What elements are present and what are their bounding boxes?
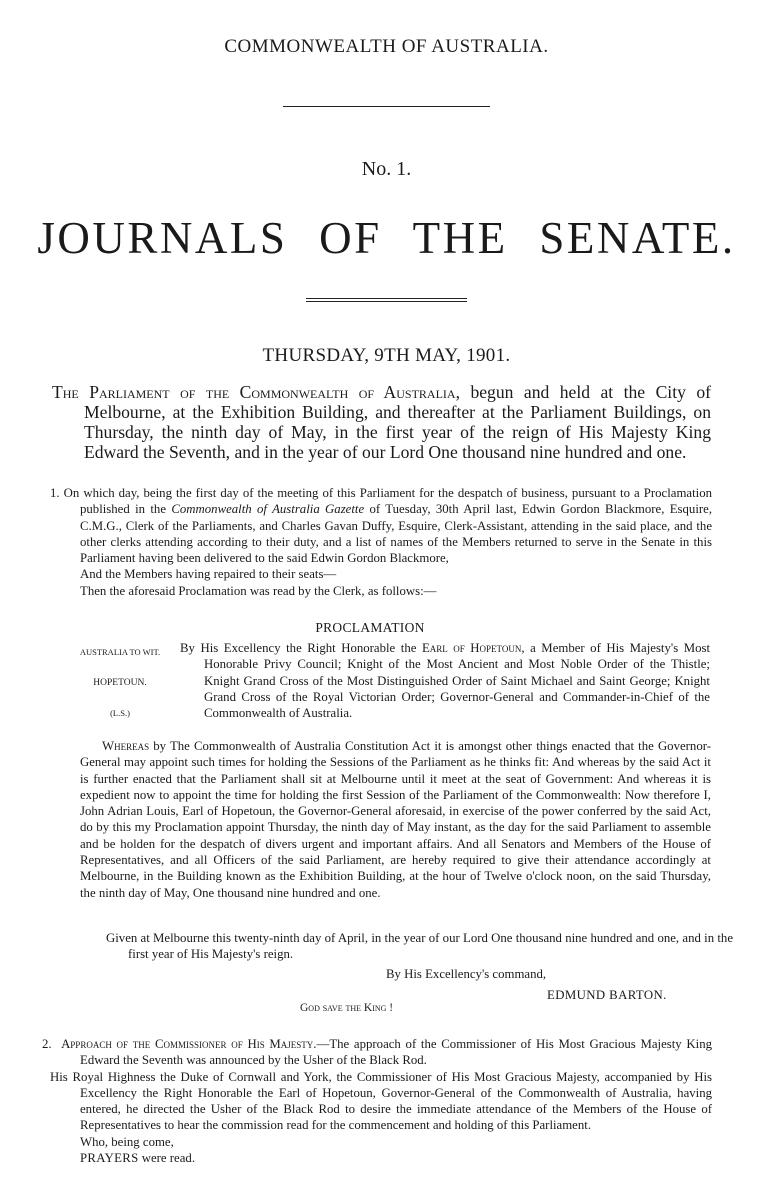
item-2-text-a: —The approach of the Commissioner of His Most Gracious Majesty King Edward the Seventh was announced by the Usher of the Black Rod. <box>80 1037 713 1068</box>
title-double-rule <box>306 298 467 302</box>
whereas-text: by The Commonwealth of Australia Constitution Act it is amongst other things enacted that the Governor-General may appoint such times for holding the Sessions of the Parliament as he thinks fit: And whereas by the said Act it is further enacted that the Parliament shall sit at Melbourne until it meet at the seat of Government: And whereas it is expedient now to appoint the time for holding the first Session of the Parliament of the Commonwealth: Now therefore I, John Adrian Louis, Earl of Hopetoun, the Governor-General aforesaid, in exercise of the power conferred by the said Act, do by this my Proclamation appoint Thursday, the ninth day of May instant, as the day for the said Parliament to assemble and be holden for the despatch of divers urgent and important affairs. And all Senators and Members of the House of Representatives, and all Officers of the said Parliament, are hereby required to give their attendance accordingly at Melbourne, in the Building known as the Exhibition Building, at the hour of Twelve o'clock noon, on the said Thursday, the ninth day of May, One thousand nine hundred and one. <box>80 739 711 900</box>
gazette-title: Commonwealth of Australia Gazette <box>171 502 365 517</box>
proclamation-heading: PROCLAMATION <box>315 620 425 635</box>
item-1-text-b: of Tuesday, 30th April last, Edwin Gordon Blackmore, Esquire, C.M.G., Clerk of the Parliaments, and Charles Gavan Duffy, Esquire, Clerk-Assistant, attending in the said place, and the other clerks attending according to their duty, and a list of names of the Members returned to serve in the Senate in this Parliament having been delivered to the said Edwin Gordon Blackmore, <box>80 502 713 566</box>
proclamation-preamble <box>180 640 710 721</box>
margin-australia: AUSTRALIA TO WIT. <box>79 647 161 657</box>
by-command: By His Excellency's command, <box>386 967 547 981</box>
journal-number: No. 1. <box>361 158 412 180</box>
item-2-heading: Approach of the Commissioner of His Majesty. <box>61 1037 317 1051</box>
preamble-lead: By His Excellency the Right Honorable the <box>180 641 417 655</box>
intro-paragraph <box>52 382 711 462</box>
whereas-lead: Whereas <box>102 739 150 753</box>
item-1-text-a: On which day, being the first day of the meeting of this Parliament for the despatch of business, pursuant to a Proclamation published in the <box>63 486 712 517</box>
intro-text: begun and held at the City of Melbourne, at the Exhibition Building, and thereafter at the Parliament Buildings, on Thursday, the ninth day of May, in the first year of the reign of His Majesty King Edward the Seventh, and in the year of our Lord One thousand nine hundred and one. <box>84 382 711 462</box>
preamble-text: a Member of His Majesty's Most Honorable Privy Council; Knight of the Most Ancient and Most Noble Order of the Thistle; Knight Grand Cross of the Most Distinguished Order of Saint Michael and Saint George; Knight Grand Cross of the Royal Victorian Order; Governor-General and Commander-in-Chief of the Commonwealth of Australia. <box>204 641 711 721</box>
item-1-line-seats: And the Members having repaired to their seats— <box>80 567 337 582</box>
item-2-text-b: His Royal Highness the Duke of Cornwall and York, the Commissioner of His Most Gracious Majesty, accompanied by His Excellency the Right Honorable the Earl of Hopetoun, Governor-General of the Commonwealth of Australia, having entered, he directed the Usher of the Black Rod to desire the immediate attendance of the Members of the House of Representatives to hear the commission read for the commencement and holding of this Parliament. <box>50 1069 712 1133</box>
sitting-date: THURSDAY, 9TH MAY, 1901. <box>262 345 511 366</box>
whereas-paragraph <box>80 738 711 901</box>
item-1 <box>42 485 712 599</box>
signature: EDMUND BARTON. <box>547 988 667 1002</box>
item-1-line-read: Then the aforesaid Proclamation was read by the Clerk, as follows:— <box>80 583 437 598</box>
item-2 <box>42 1036 712 1166</box>
item-1-number: 1. <box>50 486 60 500</box>
item-2-number: 2. <box>42 1037 52 1051</box>
page-title: JOURNALS OF THE SENATE. <box>37 213 736 263</box>
item-2-who: Who, being come, <box>80 1134 174 1149</box>
margin-seal: (L.S.) <box>110 708 130 718</box>
prayers-word: PRAYERS <box>80 1151 139 1166</box>
margin-hopetoun: HOPETOUN. <box>93 678 147 688</box>
earl-name: Earl of Hopetoun, <box>421 641 525 655</box>
header-rule <box>283 106 490 107</box>
given-paragraph: Given at Melbourne this twenty-ninth day of April, in the year of our Lord One thousand nine hundred and one, and in the first year of His Majesty's reign. <box>106 931 733 962</box>
god-save-the-king: God save the King ! <box>300 1002 394 1014</box>
prayers-rest: were read. <box>141 1151 196 1166</box>
intro-lead: The Parliament of the Commonwealth of Australia, <box>52 382 460 402</box>
page-header: COMMONWEALTH OF AUSTRALIA. <box>224 36 549 57</box>
